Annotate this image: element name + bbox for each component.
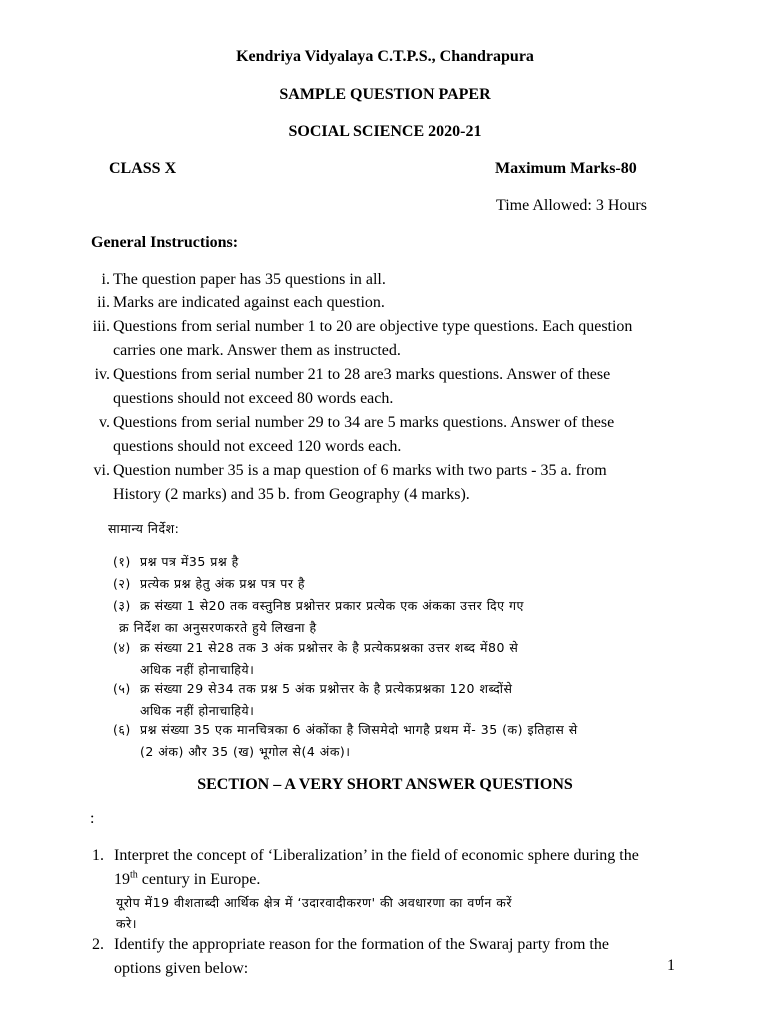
question-hindi-text: करे। [116, 916, 137, 931]
school-name: Kendriya Vidyalaya C.T.P.S., Chandrapura [236, 48, 534, 65]
instruction-number: v. [99, 414, 110, 431]
hindi-instruction-text: क्र संख्या 21 से28 तक 3 अंक प्रश्नोत्तर के है प्रत्येकप्रश्नका उत्तर शब्द में80 से [140, 640, 519, 655]
instruction-number: i. [101, 271, 110, 288]
hindi-instruction-text: (2 अंक) और 35 (ख) भूगोल से(4 अंक)। [140, 744, 351, 759]
hindi-instruction-marker: (६) [113, 722, 131, 737]
ordinal-suffix: th [130, 869, 138, 881]
section-colon: : [90, 810, 95, 827]
question-number: 2. [92, 936, 104, 953]
paper-title: SAMPLE QUESTION PAPER [279, 86, 491, 103]
instruction-text: Questions from serial number 1 to 20 are objective type questions. Each question [113, 318, 633, 335]
instruction-text: Question number 35 is a map question of 6 marks with two parts - 35 a. from [113, 462, 607, 479]
century-text: century in Europe. [137, 871, 261, 888]
section-heading: SECTION – A VERY SHORT ANSWER QUESTIONS [197, 776, 573, 793]
instruction-text: Questions from serial number 21 to 28 are3 marks questions. Answer of these [113, 366, 611, 383]
hindi-instruction-text: प्रश्न पत्र में35 प्रश्न है [140, 554, 239, 569]
time-allowed: Time Allowed: 3 Hours [496, 197, 647, 214]
instruction-number: iv. [94, 366, 110, 383]
max-marks: Maximum Marks-80 [495, 160, 637, 177]
instruction-text: questions should not exceed 80 words each. [113, 390, 394, 407]
instructions-heading: General Instructions: [91, 234, 239, 251]
question-number: 1. [92, 847, 104, 864]
instruction-number: ii. [97, 294, 110, 311]
class-label: CLASS X [109, 160, 177, 177]
hindi-instruction-text: क्र निर्देश का अनुसरणकरते हुये लिखना है [119, 620, 317, 635]
hindi-instruction-text: क्र संख्या 29 से34 तक प्रश्न 5 अंक प्रश्नोत्तर के है प्रत्येकप्रश्नका 120 शब्दोंसे [140, 681, 513, 696]
hindi-instruction-text: क्र संख्या 1 से20 तक वस्तुनिष्ठ प्रश्नोत्तर प्रकार प्रत्येक एक अंकका उत्तर दिए गए [140, 598, 524, 613]
instruction-text: Marks are indicated against each question. [113, 294, 385, 311]
hindi-instruction-text: अधिक नहीं होनाचाहिये। [140, 662, 255, 677]
instruction-number: vi. [93, 462, 110, 479]
hindi-instruction-marker: (५) [113, 681, 131, 696]
subject-title: SOCIAL SCIENCE 2020-21 [288, 123, 482, 140]
question-hindi-text: यूरोप में19 वीशताब्दी आर्थिक क्षेत्र में ‘उदारवादीकरण' की अवधारणा का वर्णन करें [116, 895, 512, 910]
hindi-instruction-marker: (१) [113, 554, 131, 569]
hindi-instruction-marker: (३) [113, 598, 131, 613]
question-text-line2 [114, 868, 260, 892]
hindi-instruction-marker: (४) [113, 640, 131, 655]
instruction-text: carries one mark. Answer them as instructed. [113, 342, 401, 359]
page-number: 1 [667, 957, 675, 974]
instruction-text: questions should not exceed 120 words each. [113, 438, 402, 455]
hindi-instructions-heading: सामान्य निर्देश: [108, 521, 180, 536]
century-number: 19 [114, 871, 130, 888]
hindi-instruction-text: प्रत्येक प्रश्न हेतु अंक प्रश्न पत्र पर है [140, 576, 306, 591]
question-text: Interpret the concept of ‘Liberalization’ in the field of economic sphere during the [114, 847, 639, 864]
instruction-text: The question paper has 35 questions in all. [113, 271, 386, 288]
instruction-text: History (2 marks) and 35 b. from Geography (4 marks). [113, 486, 470, 503]
question-text: options given below: [114, 960, 249, 977]
instruction-text: Questions from serial number 29 to 34 are 5 marks questions. Answer of these [113, 414, 615, 431]
hindi-instruction-text: प्रश्न संख्या 35 एक मानचित्रका 6 अंकोंका है जिसमेदो भागहै प्रथम में- 35 (क) इतिहास से [140, 722, 578, 737]
hindi-instruction-text: अधिक नहीं होनाचाहिये। [140, 703, 255, 718]
question-text: Identify the appropriate reason for the formation of the Swaraj party from the [114, 936, 609, 953]
hindi-instruction-marker: (२) [113, 576, 131, 591]
instruction-number: iii. [92, 318, 110, 335]
